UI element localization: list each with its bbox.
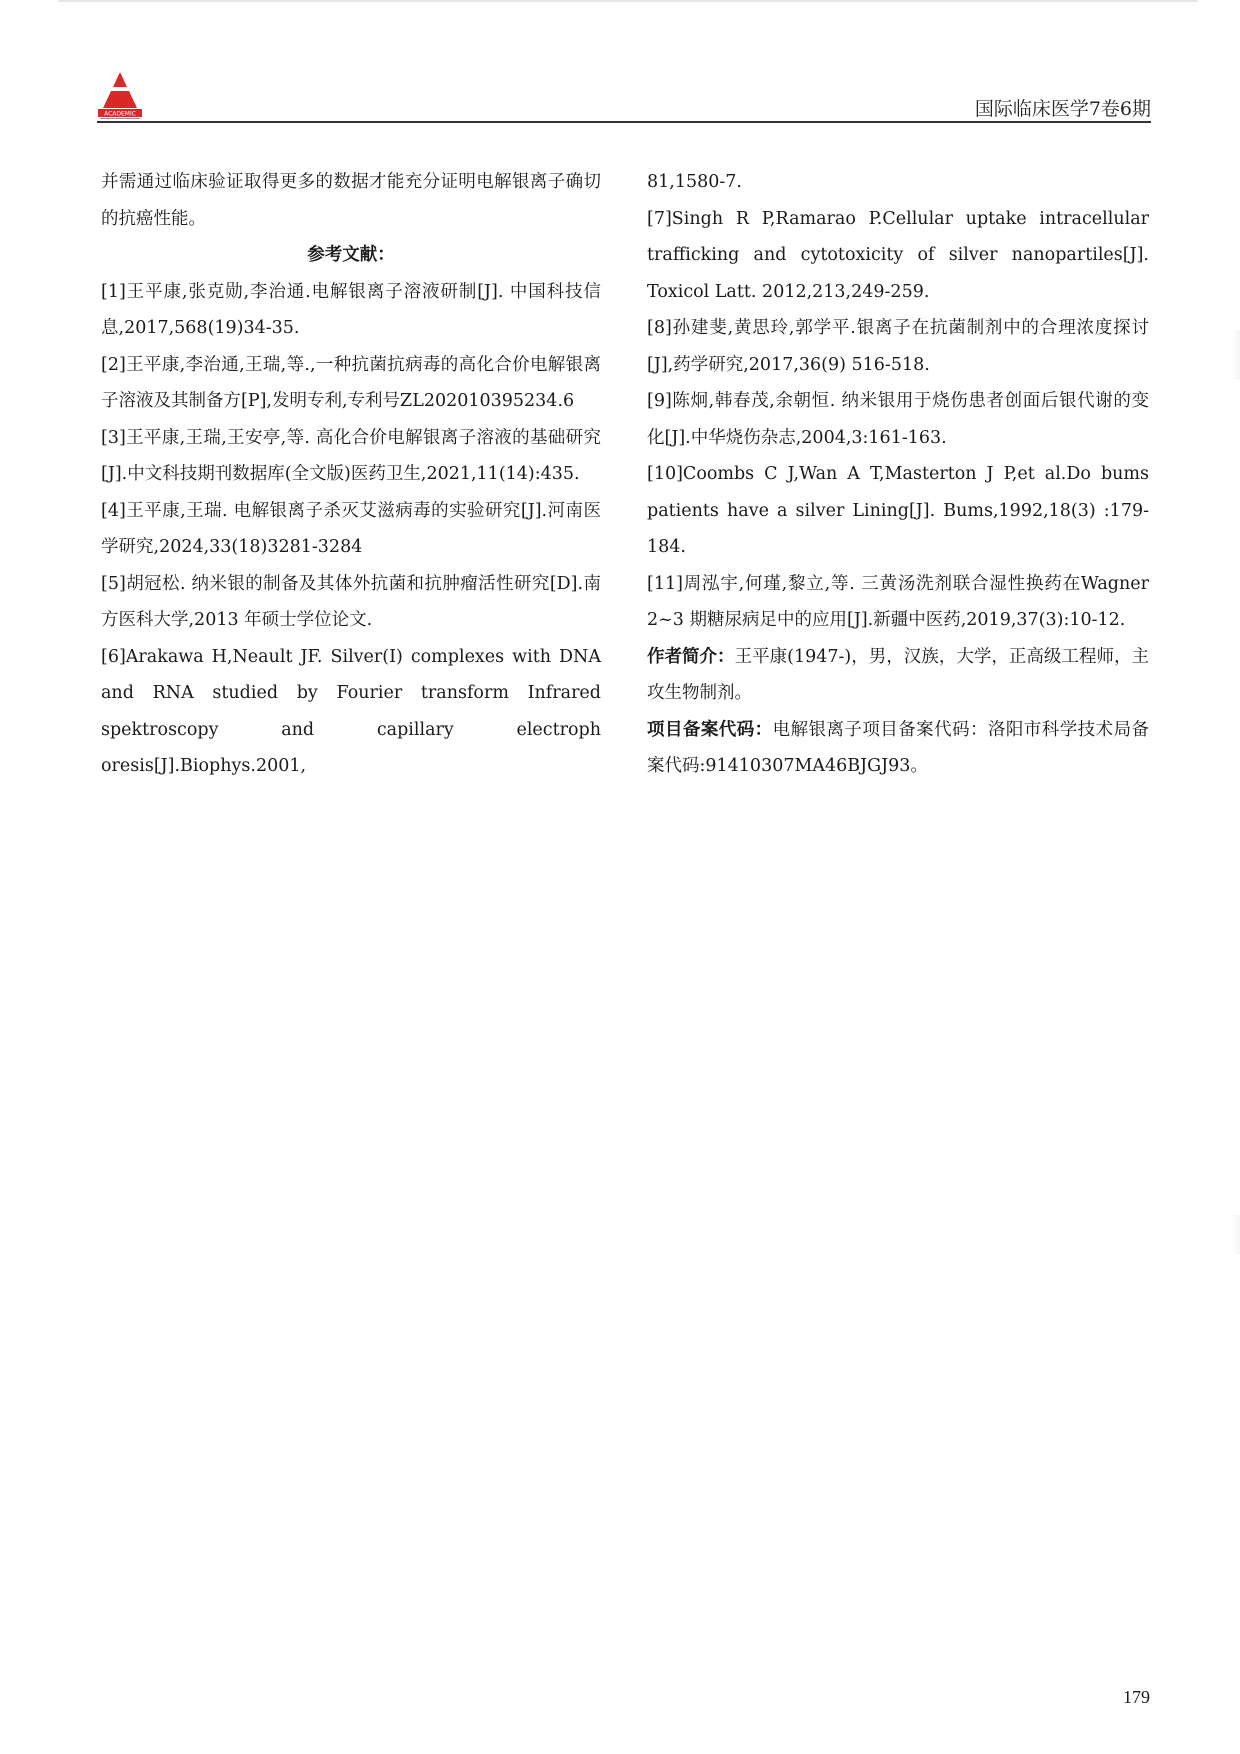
page-header [97, 70, 1151, 122]
project-code [647, 712, 1149, 785]
scan-shadow [1232, 1215, 1240, 1255]
reference-item: [7]Singh R P,Ramarao P.Cellular uptake intracellular trafficking and cytotoxicity of silver nanopartiles[J]. Toxicol Latt. 2012,213,249-259. [647, 208, 1149, 302]
page-number: 179 [1123, 1687, 1150, 1707]
references-title: 参考文献： [307, 245, 395, 265]
logo-text: ACADEMIC [104, 110, 136, 118]
reference-item: [11]周泓宇,何瑾,黎立,等. 三黄汤洗剂联合湿性换药在Wagner 2~3 期糖尿病足中的应用[J].新疆中医药,2019,37(3):10-12. [647, 573, 1149, 630]
reference-item: [4]王平康,王瑞. 电解银离子杀灭艾滋病毒的实验研究[J].河南医学研究,2024,33(18)3281-3284 [101, 500, 601, 557]
reference-item: [3]王平康,王瑞,王安亭,等. 高化合价电解银离子溶液的基础研究[J].中文科技期刊数据库(全文版)医药卫生,2021,11(14):435. [101, 427, 601, 484]
project-code-text: 电解银离子项目备案代码：洛阳市科学技术局备案代码:91410307MA46BJGJ93。 [647, 719, 1150, 776]
reference-item: [1]王平康,张克勋,李治通.电解银离子溶液研制[J]. 中国科技信息,2017,568(19)34-35. [101, 281, 601, 338]
right-column [647, 164, 1149, 785]
reference-item: [6]Arakawa H,Neault JF. Silver(I) complexes with DNA and RNA studied by Fourier transform Infrared spektroscopy and capillary electroph oresis[J].Biophys.2001, [101, 646, 601, 776]
top-edge-line [58, 0, 1198, 2]
author-bio-text: 王平康(1947-)，男，汉族，大学，正高级工程师，主攻生物制剂。 [647, 646, 1149, 703]
reference-item: [10]Coombs C J,Wan A T,Masterton J P,et al.Do bums patients have a silver Lining[J]. Bums,1992,18(3) :179-184. [647, 464, 1149, 557]
intro-paragraph: 并需通过临床验证取得更多的数据才能充分证明电解银离子确切的抗癌性能。 [101, 172, 601, 229]
reference-continuation: 81,1580-7. [647, 172, 742, 192]
left-column [101, 164, 601, 785]
academic-logo-icon [97, 70, 143, 120]
reference-item: [2]王平康,李治通,王瑞,等.,一种抗菌抗病毒的高化合价电解银离子溶液及其制备方[P],发明专利,专利号ZL202010395234.6 [101, 354, 601, 411]
scan-shadow [1232, 330, 1240, 380]
project-code-label: 项目备案代码： [647, 719, 773, 740]
author-bio-label: 作者简介： [647, 646, 735, 667]
reference-item: [9]陈炯,韩春茂,余朝恒. 纳米银用于烧伤患者创面后银代谢的变化[J].中华烧伤杂志,2004,3:161-163. [647, 391, 1149, 448]
reference-item: [5]胡冠松. 纳米银的制备及其体外抗菌和抗肿瘤活性研究[D].南方医科大学,2013 年硕士学位论文. [101, 573, 601, 630]
author-bio [647, 639, 1149, 712]
reference-item: [8]孙建斐,黄思玲,郭学平.银离子在抗菌制剂中的合理浓度探讨[J],药学研究,2017,36(9) 516-518. [647, 318, 1149, 375]
journal-title: 国际临床医学7卷6期 [974, 98, 1151, 120]
header-rule [97, 121, 1151, 123]
